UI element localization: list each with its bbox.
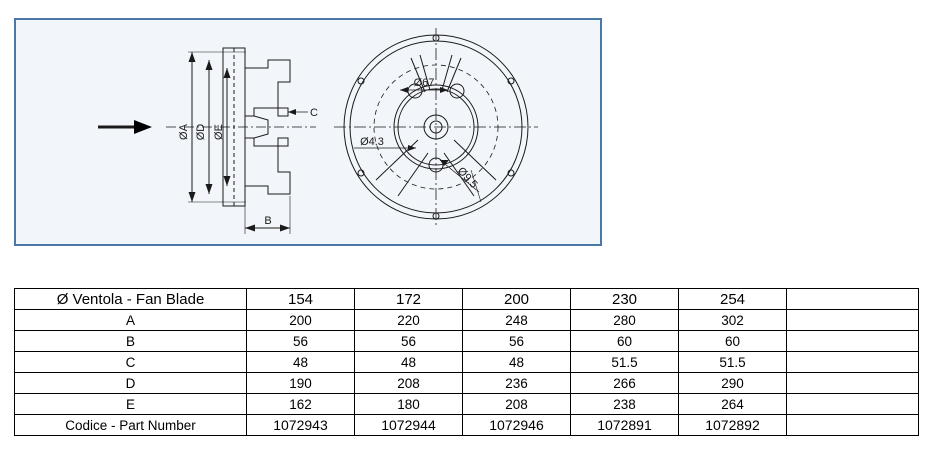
fan-blade-spec-table xyxy=(14,288,919,436)
table-row xyxy=(15,394,919,415)
dimension-label-e: ØE xyxy=(213,124,225,140)
row-label: B xyxy=(15,331,247,352)
table-header-value: 172 xyxy=(355,289,463,310)
dimension-label-c: C xyxy=(310,107,318,119)
row-value: 180 xyxy=(355,394,463,415)
table-part-number-row xyxy=(15,415,919,436)
airflow-direction-arrow xyxy=(98,120,152,134)
part-number-value: 1072944 xyxy=(355,415,463,436)
row-label: E xyxy=(15,394,247,415)
row-value: 220 xyxy=(355,310,463,331)
row-value: 56 xyxy=(463,331,571,352)
table-header-label: Ø Ventola - Fan Blade xyxy=(15,289,247,310)
part-number-value: 1072946 xyxy=(463,415,571,436)
part-number-blank xyxy=(787,415,919,436)
part-number-value: 1072943 xyxy=(247,415,355,436)
row-value: 238 xyxy=(571,394,679,415)
table-header-blank xyxy=(787,289,919,310)
row-value: 48 xyxy=(463,352,571,373)
table-row xyxy=(15,352,919,373)
table-row xyxy=(15,331,919,352)
part-number-value: 1072892 xyxy=(679,415,787,436)
row-blank xyxy=(787,310,919,331)
row-value: 51.5 xyxy=(679,352,787,373)
row-value: 208 xyxy=(355,373,463,394)
row-value: 302 xyxy=(679,310,787,331)
row-label: A xyxy=(15,310,247,331)
dimension-label-bolt-circle: Ø67 xyxy=(413,77,435,89)
row-value: 56 xyxy=(355,331,463,352)
table-row xyxy=(15,373,919,394)
row-value: 48 xyxy=(355,352,463,373)
table-header-value: 200 xyxy=(463,289,571,310)
table-header-value: 254 xyxy=(679,289,787,310)
row-value: 200 xyxy=(247,310,355,331)
dimension-label-hole-large: Ø9.5 xyxy=(454,165,480,191)
table-header-row xyxy=(15,289,919,310)
row-value: 60 xyxy=(679,331,787,352)
dimension-label-b: B xyxy=(264,215,272,227)
row-value: 56 xyxy=(247,331,355,352)
row-value: 264 xyxy=(679,394,787,415)
table-header-value: 154 xyxy=(247,289,355,310)
part-number-label: Codice - Part Number xyxy=(15,415,247,436)
row-blank xyxy=(787,352,919,373)
table-row xyxy=(15,310,919,331)
row-value: 48 xyxy=(247,352,355,373)
row-value: 280 xyxy=(571,310,679,331)
row-value: 290 xyxy=(679,373,787,394)
row-blank xyxy=(787,373,919,394)
row-blank xyxy=(787,331,919,352)
fan-blade-technical-drawing xyxy=(16,20,600,244)
row-value: 208 xyxy=(463,394,571,415)
row-blank xyxy=(787,394,919,415)
row-value: 190 xyxy=(247,373,355,394)
row-label: C xyxy=(15,352,247,373)
row-label: D xyxy=(15,373,247,394)
row-value: 248 xyxy=(463,310,571,331)
table-header-value: 230 xyxy=(571,289,679,310)
row-value: 60 xyxy=(571,331,679,352)
row-value: 51.5 xyxy=(571,352,679,373)
row-value: 266 xyxy=(571,373,679,394)
dimension-label-d: ØD xyxy=(195,123,207,141)
drawing-panel xyxy=(14,18,602,246)
dimension-label-hole-small: Ø4.3 xyxy=(360,136,384,148)
dimension-label-a: ØA xyxy=(178,124,190,140)
part-number-value: 1072891 xyxy=(571,415,679,436)
row-value: 236 xyxy=(463,373,571,394)
row-value: 162 xyxy=(247,394,355,415)
